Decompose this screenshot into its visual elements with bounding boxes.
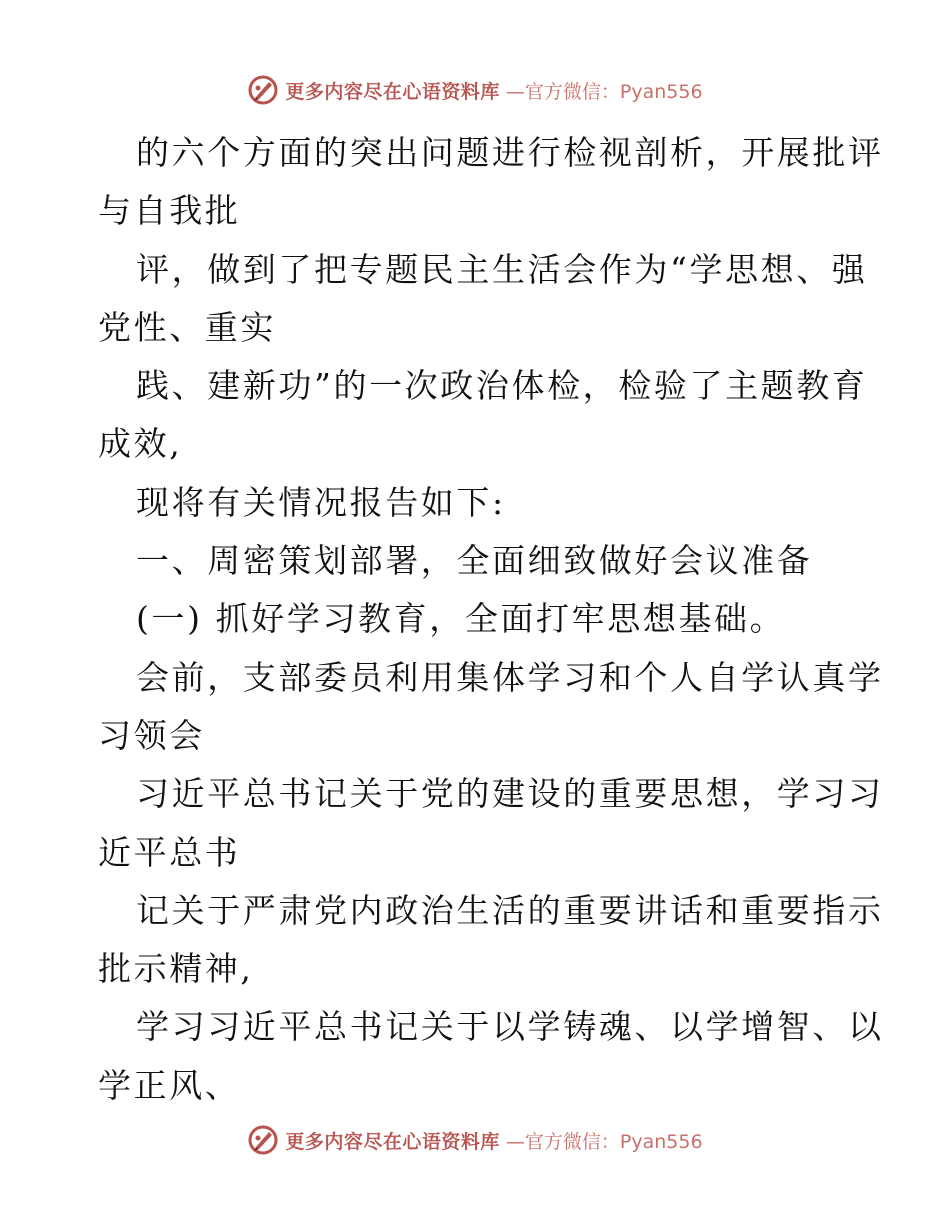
text-line: 的六个方面的突出问题进行检视剖析，开展批评 xyxy=(136,133,884,172)
text-line: 近平总书 xyxy=(98,832,241,872)
text-line: 学正风、 xyxy=(98,1065,241,1105)
header-watermark xyxy=(0,70,950,110)
text-line: 践、建新功”的一次政治体检，检验了主题教育 xyxy=(136,366,868,406)
watermark-main-text: 更多内容尽在心语资料库 xyxy=(285,1130,500,1153)
watermark-sub-text: —官方微信：Pyan556 xyxy=(505,1130,703,1153)
text-line: 与自我批 xyxy=(98,191,241,231)
footer-watermark xyxy=(0,1120,950,1160)
text-line: 习领会 xyxy=(98,715,205,755)
text-line: (一) 抓好学习教育，全面打牢思想基础。 xyxy=(136,599,786,639)
document-body xyxy=(98,124,884,1115)
pen-logo-icon xyxy=(247,1124,279,1156)
text-line: 批示精神, xyxy=(98,949,254,989)
text-line: 现将有关情况报告如下: xyxy=(136,482,506,522)
pen-logo-icon xyxy=(247,74,279,106)
text-line: 会前，支部委员利用集体学习和个人自学认真学 xyxy=(136,657,884,697)
watermark-sub-text: —官方微信：Pyan556 xyxy=(505,80,703,103)
text-line: 学习习近平总书记关于以学铸魂、以学增智、以 xyxy=(136,1007,884,1047)
text-line: 一、周密策划部署，全面细致做好会议准备 xyxy=(136,541,813,581)
text-line: 评，做到了把专题民主生活会作为“学思想、强 xyxy=(136,249,868,289)
watermark-main-text: 更多内容尽在心语资料库 xyxy=(285,80,500,103)
text-line: 记关于严肃党内政治生活的重要讲话和重要指示 xyxy=(136,890,884,930)
text-line: 习近平总书记关于党的建设的重要思想，学习习 xyxy=(136,774,884,814)
text-line: 成效, xyxy=(98,424,183,464)
text-line: 党性、重实 xyxy=(98,307,276,347)
